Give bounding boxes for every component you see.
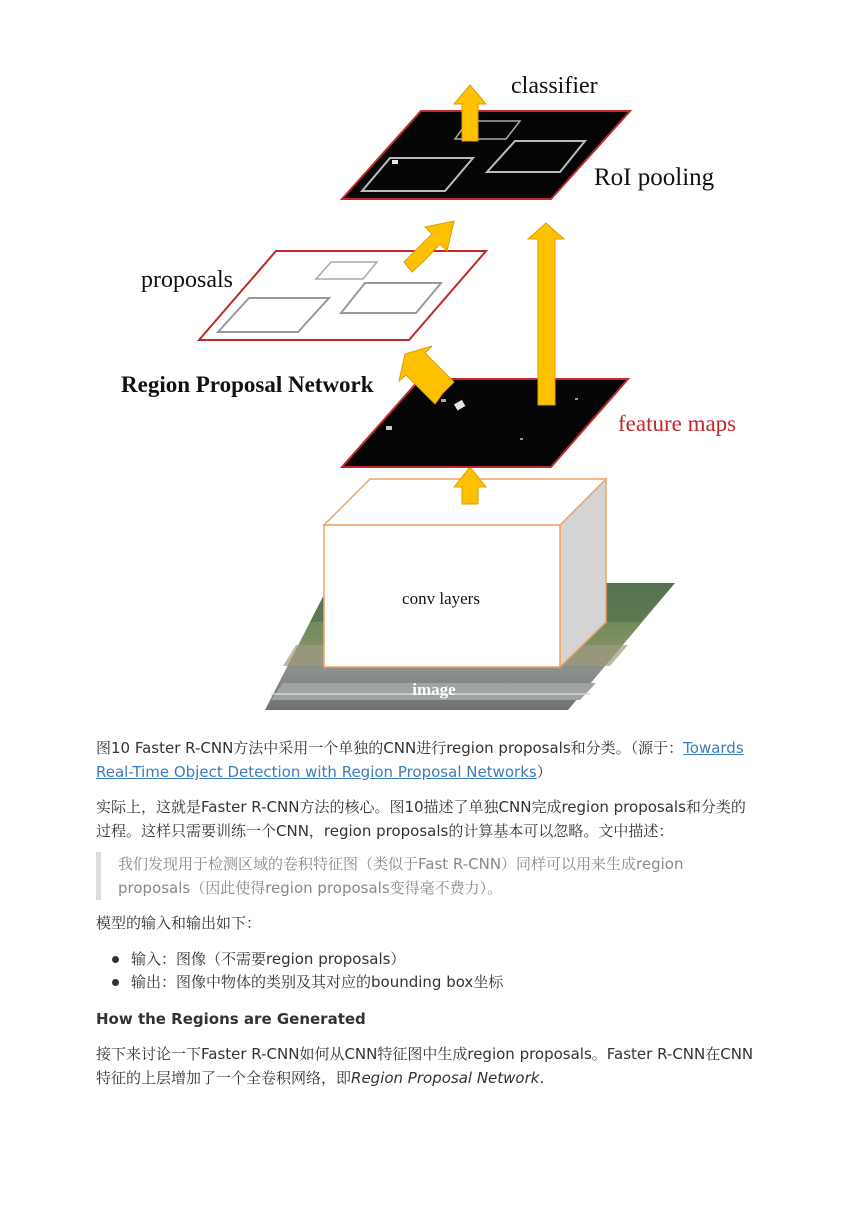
roi-pooling-label: RoI pooling [594,164,715,191]
proposals-label: proposals [141,267,233,293]
section-heading: How the Regions are Generated [96,1010,366,1028]
rpn-paragraph-end: . [539,1069,545,1087]
caption-suffix: ） [536,763,552,781]
paragraph-io: 模型的输入和输出如下： [96,914,262,932]
rpn-paragraph-text: 接下来讨论一下Faster R-CNN如何从CNN特征图中生成region proposals。Faster R-CNN在CNN特征的上层增加了一个全卷积网络，即 [96,1045,754,1087]
list-item: 输出：图像中物体的类别及其对应的bounding box坐标 [131,971,503,994]
classifier-label: classifier [511,73,598,99]
paragraph-rpn [96,1042,760,1090]
io-list [96,948,503,994]
conv-layers-box [324,479,606,667]
caption-link-line1[interactable]: Towards [683,739,744,757]
roi-pooling-plane [342,111,630,199]
proposals-plane [199,251,486,340]
caption-link-line2[interactable]: Real-Time Object Detection with Region Proposal Networks [96,763,537,781]
caption-text: 图10 Faster R-CNN方法中采用一个单独的CNN进行region proposals和分类。（源于： [96,739,684,757]
list-item: 输入：图像（不需要region proposals） [131,948,503,971]
feature-maps-label: feature maps [618,411,737,436]
feature-maps-plane [342,379,628,467]
figure-caption [96,736,760,784]
feature-to-roi-arrow-icon [528,223,564,405]
rpn-label: Region Proposal Network [121,372,374,397]
rpn-italic: Region Proposal Network [351,1069,540,1087]
blockquote: 我们发现用于检测区域的卷积特征图（类似于Fast R-CNN）同样可以用来生成region proposals（因此使得region proposals变得毫不费力）。 [96,852,758,900]
image-label: image [412,680,456,699]
paragraph-core: 实际上，这就是Faster R-CNN方法的核心。图10描述了单独CNN完成region proposals和分类的过程。这样只需要训练一个CNN，region proposals的计算基本可以忽略。文中描述： [96,798,746,840]
conv-layers-label: conv layers [402,589,480,608]
